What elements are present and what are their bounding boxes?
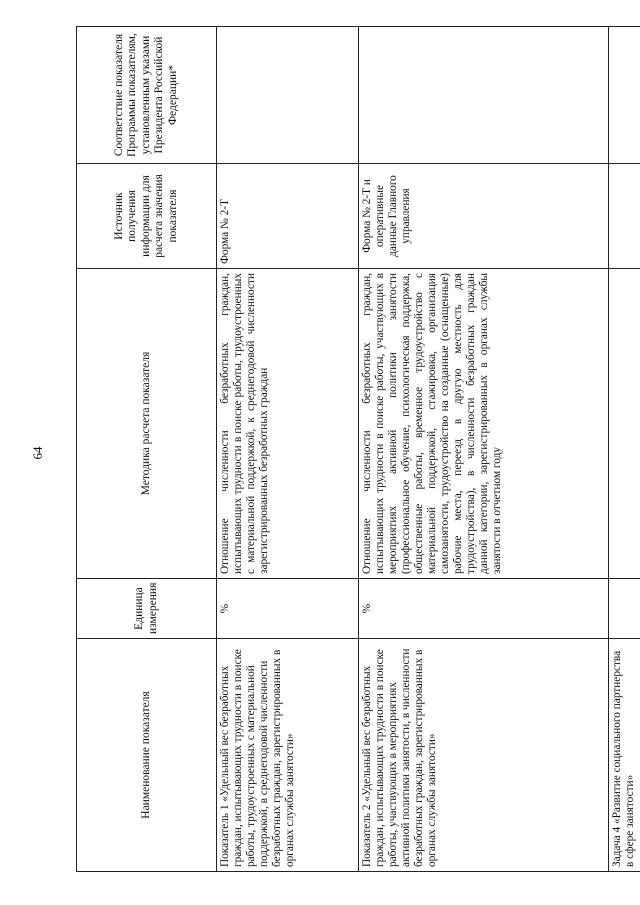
cell-unit: % bbox=[359, 579, 609, 639]
empty-cell bbox=[609, 579, 640, 639]
empty-cell bbox=[609, 164, 640, 269]
table-row bbox=[359, 27, 609, 872]
cell-unit: % bbox=[217, 579, 359, 639]
header-name: Наименование показателя bbox=[77, 639, 217, 872]
cell-source: Форма № 2-Т и оперативные данные Главного управления bbox=[359, 164, 609, 269]
cell-name: Показатель 1 «Удельный вес безработных граждан, испытывающих трудности в поиске работы, трудоустроенных с материальной поддержкой, в среднегодовой численности безработных граждан, зарегистрированных в органах службы занятости» bbox=[217, 639, 359, 872]
empty-cell bbox=[609, 269, 640, 579]
cell-compliance bbox=[359, 27, 609, 164]
task-row bbox=[609, 27, 640, 872]
cell-source: Форма № 2-Т bbox=[217, 164, 359, 269]
cell-method: Отношение численности безработных граждан, испытывающих трудности в поиске работы, участвующих в мероприятиях активной политики занятости (профессиональное обучение, психологическая поддержка, общественные работы, временное трудоустройство с материальной поддержкой, стажировка, организация самозанятости, трудоустройство на созданные (оснащенные) рабочие места, переезд в другую местность для трудоустройства), в численности безработных граждан данной категории, зарегистрированных в органах службы занятости в отчетном году bbox=[359, 269, 609, 579]
indicators-table bbox=[76, 26, 640, 872]
table-row bbox=[217, 27, 359, 872]
cell-compliance bbox=[217, 27, 359, 164]
header-compliance: Соответствие показателя Программы показателям, установленным указами Президента Российской Федерации* bbox=[77, 27, 217, 164]
empty-cell bbox=[609, 27, 640, 164]
header-method: Методика расчета показателя bbox=[77, 269, 217, 579]
rotated-table-container bbox=[76, 27, 636, 872]
cell-name: Показатель 2 «Удельный вес безработных граждан, испытывающих трудности в поиске работы, участвующих в мероприятиях активной политики занятости, в численности безработных граждан, зарегистрированных в органах службы занятости» bbox=[359, 639, 609, 872]
task-cell: Задача 4 «Развитие социального партнерства в сфере занятости» bbox=[609, 639, 640, 872]
page-number: 64 bbox=[30, 446, 45, 460]
table-header-row bbox=[77, 27, 217, 872]
cell-method: Отношение численности безработных граждан, испытывающих трудности в поиске работы, трудоустроенных с материальной поддержкой, к среднегодовой численности зарегистрированных безработных граждан bbox=[217, 269, 359, 579]
header-source: Источник получения информации для расчета значения показателя bbox=[77, 164, 217, 269]
header-unit: Единица измерения bbox=[77, 579, 217, 639]
